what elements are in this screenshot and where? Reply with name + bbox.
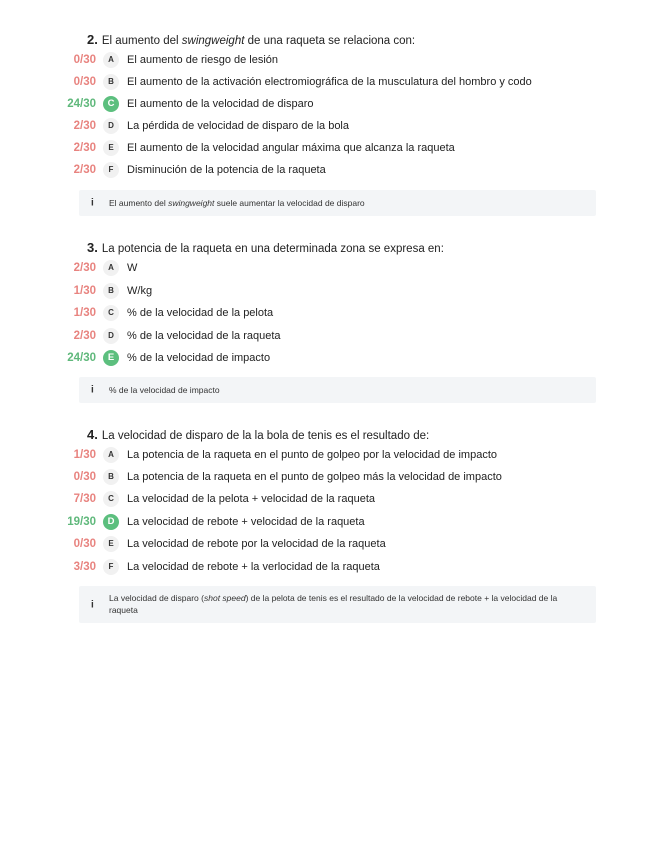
option-letter-badge: A bbox=[103, 260, 119, 276]
explanation-text: % de la velocidad de impacto bbox=[109, 385, 220, 395]
option-letter-badge: B bbox=[103, 74, 119, 90]
explanation-text: La velocidad de disparo (shot speed) de la pelota de tenis es el resultado de la velocidad de rebote + la velocidad de la raqueta bbox=[109, 593, 558, 615]
answer-option bbox=[0, 281, 654, 301]
option-letter-badge: D bbox=[103, 118, 119, 134]
answer-score: 0/30 bbox=[73, 471, 96, 483]
option-text: W bbox=[127, 262, 138, 274]
answer-option bbox=[0, 50, 654, 70]
answer-score: 19/30 bbox=[67, 516, 96, 528]
option-letter-badge: A bbox=[103, 447, 119, 463]
question-number: 2. bbox=[87, 32, 98, 47]
answer-option bbox=[0, 326, 654, 346]
info-icon: i bbox=[91, 197, 94, 209]
answer-option bbox=[0, 303, 654, 323]
answer-score: 2/30 bbox=[73, 330, 96, 342]
answer-score: 7/30 bbox=[73, 493, 96, 505]
option-text: % de la velocidad de la raqueta bbox=[127, 330, 281, 342]
answer-option bbox=[0, 138, 654, 158]
explanation-note bbox=[79, 377, 596, 403]
answer-option bbox=[0, 467, 654, 487]
answer-option bbox=[0, 489, 654, 509]
option-letter-badge: A bbox=[103, 52, 119, 68]
answer-option bbox=[0, 160, 654, 180]
answer-score: 24/30 bbox=[67, 98, 96, 110]
option-text: % de la velocidad de la pelota bbox=[127, 307, 274, 319]
answer-option bbox=[0, 116, 654, 136]
answer-score: 2/30 bbox=[73, 262, 96, 274]
question-number: 4. bbox=[87, 427, 98, 442]
option-text: El aumento de la velocidad de disparo bbox=[127, 98, 314, 110]
option-text: La potencia de la raqueta en el punto de golpeo por la velocidad de impacto bbox=[127, 449, 497, 461]
option-text: % de la velocidad de impacto bbox=[127, 352, 271, 364]
question-title: 4. La velocidad de disparo de la la bola de tenis es el resultado de: bbox=[87, 427, 430, 442]
answer-score: 1/30 bbox=[73, 449, 96, 461]
option-text: El aumento de la activación electromiográfica de la musculatura del hombro y codo bbox=[127, 76, 532, 88]
answer-score: 2/30 bbox=[73, 120, 96, 132]
option-letter-badge: B bbox=[103, 283, 119, 299]
answer-score: 24/30 bbox=[67, 352, 96, 364]
correct-letter-badge: E bbox=[103, 350, 119, 366]
correct-letter-badge: D bbox=[103, 514, 119, 530]
option-text: La velocidad de rebote + la verlocidad de la raqueta bbox=[127, 561, 380, 573]
option-letter-badge: F bbox=[103, 559, 119, 575]
answer-score: 1/30 bbox=[73, 307, 96, 319]
answer-score: 1/30 bbox=[73, 285, 96, 297]
option-text: W/kg bbox=[127, 285, 153, 297]
answer-option bbox=[0, 258, 654, 278]
answer-option bbox=[0, 72, 654, 92]
option-letter-badge: F bbox=[103, 162, 119, 178]
option-letter-badge: D bbox=[103, 328, 119, 344]
option-text: La pérdida de velocidad de disparo de la bola bbox=[127, 120, 349, 132]
answer-option bbox=[0, 557, 654, 577]
option-letter-badge: C bbox=[103, 491, 119, 507]
explanation-note bbox=[79, 586, 596, 623]
option-text: El aumento de riesgo de lesión bbox=[127, 54, 279, 66]
explanation-note bbox=[79, 190, 596, 216]
correct-letter-badge: C bbox=[103, 96, 119, 112]
explanation-text: El aumento del swingweight suele aumentar la velocidad de disparo bbox=[109, 198, 365, 208]
option-letter-badge: E bbox=[103, 536, 119, 552]
answer-option-correct bbox=[0, 94, 654, 114]
info-icon: i bbox=[91, 599, 94, 610]
option-letter-badge: C bbox=[103, 305, 119, 321]
answer-option bbox=[0, 445, 654, 465]
question-title: 3. La potencia de la raqueta en una determinada zona se expresa en: bbox=[87, 240, 444, 255]
option-text: La velocidad de rebote + velocidad de la raqueta bbox=[127, 516, 365, 528]
answer-score: 3/30 bbox=[73, 561, 96, 573]
answer-option-correct bbox=[0, 512, 654, 532]
answer-score: 0/30 bbox=[73, 538, 96, 550]
option-letter-badge: E bbox=[103, 140, 119, 156]
question-title: 2. El aumento del swingweight de una raqueta se relaciona con: bbox=[87, 32, 416, 47]
answer-score: 0/30 bbox=[73, 54, 96, 66]
info-icon: i bbox=[91, 384, 94, 396]
answer-score: 2/30 bbox=[73, 164, 96, 176]
answer-option bbox=[0, 534, 654, 554]
option-text: Disminución de la potencia de la raqueta bbox=[127, 164, 326, 176]
option-text: La velocidad de la pelota + velocidad de la raqueta bbox=[127, 493, 375, 505]
option-text: La potencia de la raqueta en el punto de golpeo más la velocidad de impacto bbox=[127, 471, 502, 483]
option-text: La velocidad de rebote por la velocidad de la raqueta bbox=[127, 538, 386, 550]
option-text: El aumento de la velocidad angular máxima que alcanza la raqueta bbox=[127, 142, 455, 154]
question-number: 3. bbox=[87, 240, 98, 255]
answer-score: 0/30 bbox=[73, 76, 96, 88]
answer-option-correct bbox=[0, 348, 654, 368]
option-letter-badge: B bbox=[103, 469, 119, 485]
answer-score: 2/30 bbox=[73, 142, 96, 154]
